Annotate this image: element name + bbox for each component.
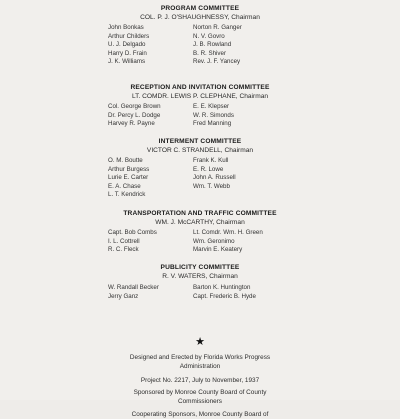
member-name: J. K. Williams <box>108 58 146 66</box>
member-name: J. B. Rowland <box>193 41 232 49</box>
member-name: Fred Manning <box>193 120 232 128</box>
member-name: Harvey R. Payne <box>108 120 155 128</box>
member-name: Wm. Geronimo <box>193 237 235 245</box>
member-name: Rev. J. F. Yancey <box>193 58 241 66</box>
committee-chair: COL. P. J. O'SHAUGHNESSY, Chairman <box>140 14 260 21</box>
member-name: B. R. Shiver <box>193 49 227 57</box>
members-left <box>108 103 161 129</box>
committee-heading: PUBLICITY COMMITTEE <box>160 264 240 271</box>
member-name: N. V. Govro <box>193 32 225 40</box>
members-left <box>108 284 159 301</box>
committee-chair: VICTOR C. STRANDELL, Chairman <box>146 147 254 154</box>
members-right <box>193 284 256 301</box>
member-name: Lt. Comdr. Wm. H. Green <box>193 229 263 236</box>
member-name: Arthur Childers <box>108 32 150 40</box>
member-name: John A. Russell <box>193 174 236 182</box>
footer-line: Project No. 2217, July to November, 1937 <box>140 377 260 384</box>
member-name: U. J. Delgado <box>108 41 146 49</box>
member-name: Norton R. Ganger <box>193 24 242 31</box>
member-name: I. L. Cottrell <box>108 237 140 245</box>
committee-chair: R. V. WATERS, Chairman <box>162 273 238 280</box>
members-right <box>193 103 234 129</box>
member-name: W. Randall Becker <box>108 284 159 291</box>
member-name: Marvin E. Keatery <box>193 246 243 254</box>
member-name: Arthur Burgess <box>108 165 150 173</box>
committee-heading: INTERMENT COMMITTEE <box>158 138 242 145</box>
member-name: R. C. Fleck <box>108 246 139 254</box>
members-left <box>108 157 149 200</box>
member-name: Dr. Percy L. Dodge <box>108 111 161 119</box>
member-name: Capt. Bob Combs <box>108 229 157 236</box>
member-name: Lurie E. Carter <box>108 174 149 182</box>
committee-heading: PROGRAM COMMITTEE <box>160 5 240 12</box>
member-name: John Bonkas <box>108 24 144 31</box>
member-name: Col. George Brown <box>108 103 161 110</box>
member-name: Jerry Ganz <box>108 292 139 300</box>
footer-line: Cooperating Sponsors, Monroe County Board of <box>131 411 269 418</box>
star-ornament-icon: ★ <box>195 336 205 348</box>
members-left <box>108 24 149 67</box>
members-right <box>193 229 263 255</box>
footer-line: Commissioners <box>177 398 223 405</box>
member-name: Capt. Frederic B. Hyde <box>193 292 256 300</box>
committee-heading: RECEPTION AND INVITATION COMMITTEE <box>130 84 270 91</box>
member-name: E. A. Chase <box>108 182 141 190</box>
footer-line: Designed and Erected by Florida Works Progress <box>129 354 271 361</box>
member-name: Wm. T. Webb <box>193 182 230 190</box>
member-name: O. M. Boutte <box>108 157 143 164</box>
footer-line: Sponsored by Monroe County Board of County <box>133 389 267 396</box>
member-name: L. T. Kendrick <box>108 191 146 199</box>
member-name: E. E. Klepser <box>193 103 230 110</box>
member-name: Harry D. Frain <box>108 49 147 57</box>
members-left <box>108 229 157 255</box>
committee-chair: WM. J. McCARTHY, Chairman <box>155 219 245 226</box>
committee-chair: LT. COMDR. LEWIS P. CLEPHANE, Chairman <box>131 93 269 100</box>
member-name: E. R. Lowe <box>193 165 224 173</box>
member-name: W. R. Simonds <box>193 111 234 119</box>
member-name: Frank K. Kull <box>193 157 229 164</box>
members-right <box>193 24 242 67</box>
member-name: Barton K. Huntington <box>193 284 251 291</box>
members-right <box>193 157 236 191</box>
committee-heading: TRANSPORTATION AND TRAFFIC COMMITTEE <box>123 210 277 217</box>
footer-line: Administration <box>179 363 221 370</box>
